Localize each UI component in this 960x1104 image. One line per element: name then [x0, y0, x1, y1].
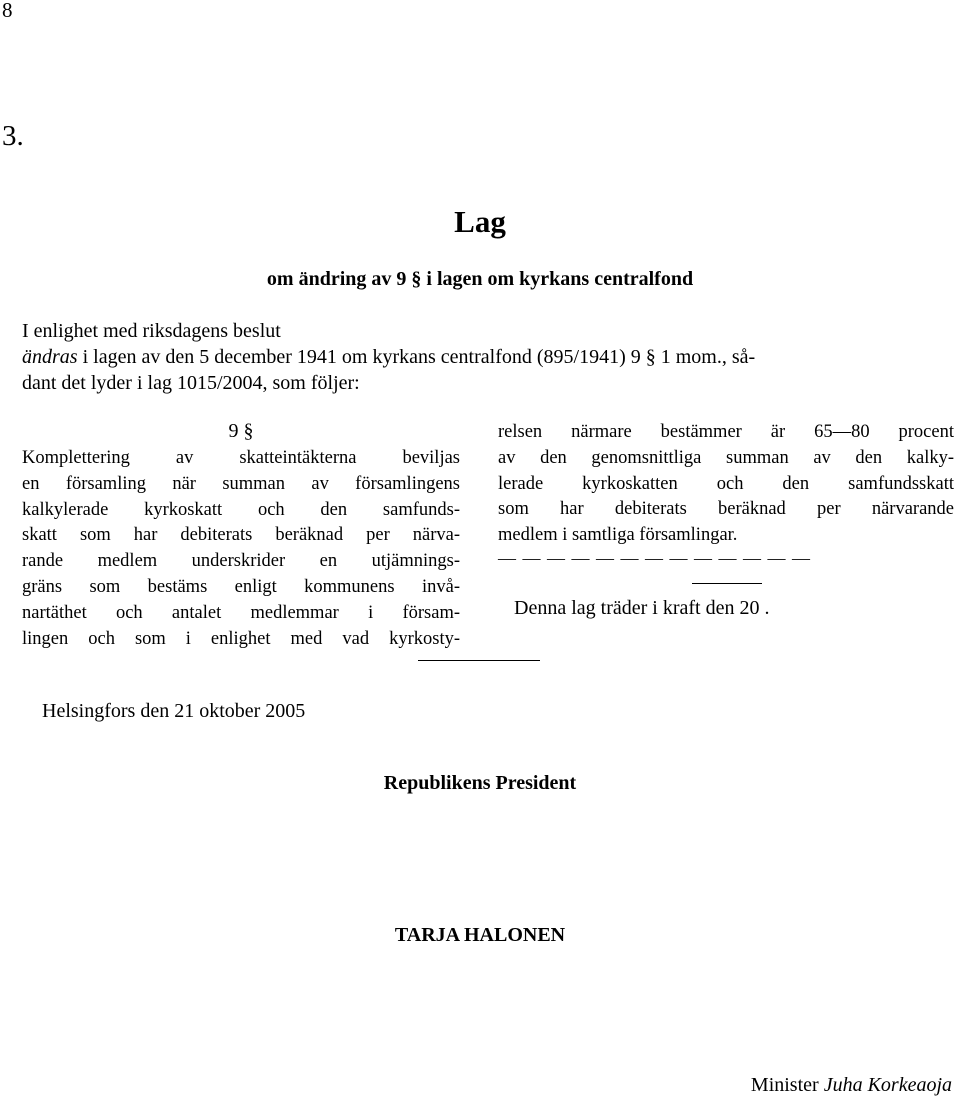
right-line: av den genomsnittliga summan av den kalky-: [498, 447, 954, 468]
left-column-text: [22, 446, 460, 652]
minister-name: Juha Korkeaoja: [823, 1074, 952, 1096]
left-line: gräns som bestäms enligt kommunens invå-: [22, 576, 460, 597]
minister-signature: [751, 1074, 952, 1097]
entry-into-force: Denna lag träder i kraft den 20 .: [514, 597, 770, 619]
intro-amend-word: ändras: [22, 346, 78, 368]
law-title: Lag: [454, 204, 506, 239]
divider-rule: [692, 583, 762, 584]
section-end-rule: [418, 660, 540, 661]
intro-line-2: [22, 346, 755, 369]
intro-line-1: I enlighet med riksdagens beslut: [22, 320, 281, 342]
omission-dashes: — — — — — — — — — — — — —: [498, 548, 811, 568]
left-line: nartäthet och antalet medlemmar i försam-: [22, 602, 460, 623]
intro-line-2-text: i lagen av den 5 december 1941 om kyrkans centralfond (895/1941) 9 § 1 mom., så-: [77, 346, 756, 368]
right-line: relsen närmare bestämmer är 65—80 procent: [498, 422, 954, 442]
minister-label: Minister: [750, 1074, 819, 1096]
law-subtitle: om ändring av 9 § i lagen om kyrkans centralfond: [266, 268, 694, 290]
section-heading: 9 §: [228, 420, 254, 442]
right-column-text: [498, 420, 954, 549]
item-number: 3.: [2, 120, 24, 152]
place-date: Helsingfors den 21 oktober 2005: [42, 700, 306, 722]
signatory-title: Republikens President: [383, 772, 577, 794]
left-line: kalkylerade kyrkoskatt och den samfunds-: [22, 499, 460, 520]
left-line: skatt som har debiterats beräknad per närva-: [22, 525, 460, 546]
left-line: en församling när summan av församlingens: [22, 473, 460, 494]
signatory-name: TARJA HALONEN: [394, 924, 566, 946]
page-number: 8: [2, 0, 13, 22]
left-line: lingen och som i enlighet med vad kyrkosty-: [22, 628, 460, 649]
intro-line-3: dant det lyder i lag 1015/2004, som följer:: [22, 372, 360, 394]
left-line: rande medlem underskrider en utjämnings-: [22, 551, 460, 572]
right-line: som har debiterats beräknad per närvarande: [498, 499, 954, 520]
right-line: lerade kyrkoskatten och den samfundsskatt: [498, 473, 954, 494]
right-line: medlem i samtliga församlingar.: [498, 525, 738, 546]
left-line: Komplettering av skatteintäkterna beviljas: [22, 448, 460, 468]
